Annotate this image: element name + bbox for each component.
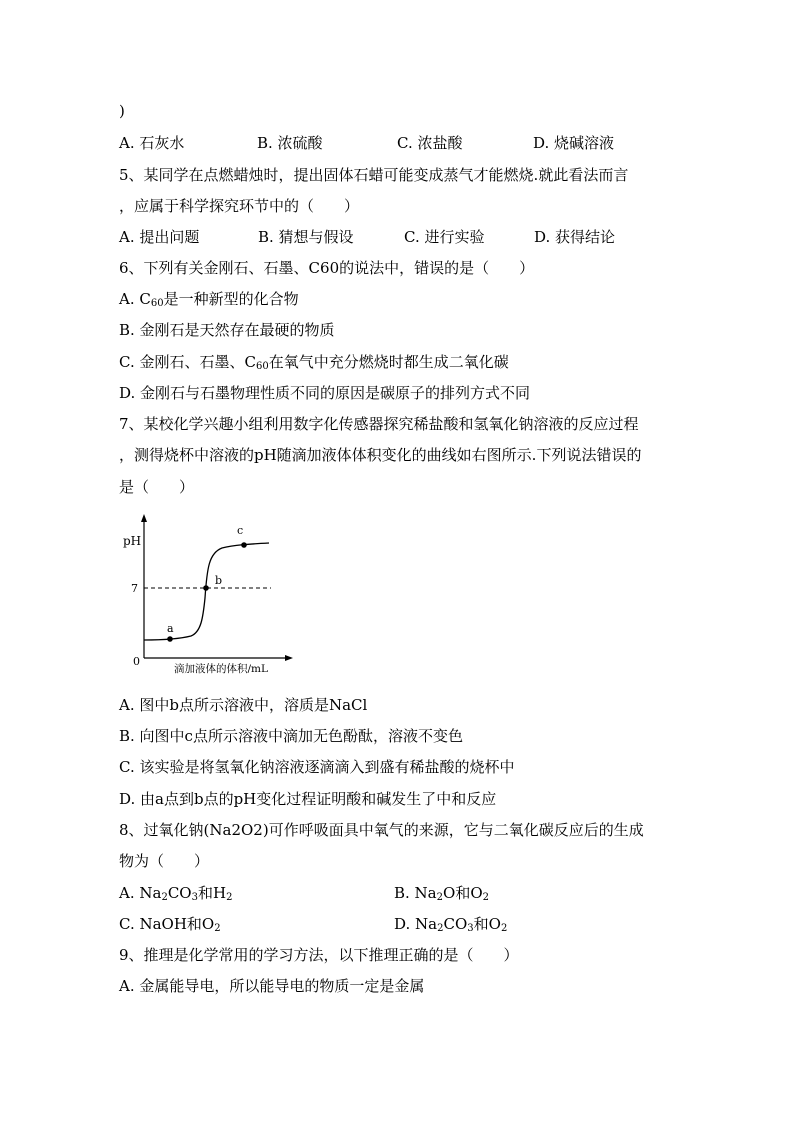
q9-stem: 9、推理是化学常用的学习方法，以下推理正确的是（ ）	[119, 946, 519, 964]
q8-option-d: D. $Na_2CO_3$和$O_2$	[394, 915, 508, 934]
q6-option-d: D. 金刚石与石墨物理性质不同的原因是碳原子的排列方式不同	[119, 384, 531, 402]
x-axis-arrow	[285, 655, 293, 661]
q7-stem-line3: 是（ ）	[119, 478, 195, 496]
y-axis-label: pH	[123, 534, 142, 548]
q7-option-a: A. 图中b点所示溶液中，溶质是NaCl	[119, 696, 368, 714]
y-tick-7-label: 7	[131, 582, 138, 595]
origin-label: 0	[133, 655, 140, 668]
q5-stem-line2: ，应属于科学探究环节中的（ ）	[119, 197, 360, 215]
point-a-marker	[167, 636, 173, 642]
q5-stem-line1: 5、某同学在点燃蜡烛时，提出固体石蜡可能变成蒸气才能燃烧.就此看法而言	[119, 166, 629, 184]
ph-titration-chart	[119, 508, 309, 678]
point-c-label: c	[237, 524, 244, 537]
q8-stem-line2: 物为（ ）	[119, 852, 210, 870]
point-b-marker	[203, 585, 209, 591]
q8-option-b: B. $Na_2O$和$O_2$	[394, 884, 489, 903]
point-b-label: b	[215, 574, 223, 587]
q6-option-c: C. 金刚石、石墨、$C_{60}$在氧气中充分燃烧时都生成二氧化碳	[119, 353, 509, 372]
q7-stem-line1: 7、某校化学兴趣小组利用数字化传感器探究稀盐酸和氢氧化钠溶液的反应过程	[119, 415, 639, 433]
ph-curve	[144, 543, 269, 640]
q4-option-b: B. 浓硫酸	[257, 134, 323, 152]
q6-option-a: A. $C_{60}$是一种新型的化合物	[119, 290, 299, 309]
q7-option-d: D. 由a点到b点的pH变化过程证明酸和碱发生了中和反应	[119, 790, 497, 808]
q4-option-d: D. 烧碱溶液	[533, 134, 615, 152]
q7-stem-line2: ，测得烧杯中溶液的pH随滴加液体体积变化的曲线如右图所示.下列说法错误的	[119, 446, 642, 464]
q4-tail: )	[119, 102, 125, 120]
q5-option-b: B. 猜想与假设	[258, 228, 354, 246]
q6-option-b: B. 金刚石是天然存在最硬的物质	[119, 321, 335, 339]
q7-option-b: B. 向图中c点所示溶液中滴加无色酚酞，溶液不变色	[119, 727, 463, 745]
q7-option-c: C. 该实验是将氢氧化钠溶液逐滴滴入到盛有稀盐酸的烧杯中	[119, 758, 515, 776]
q8-stem-line1: 8、过氧化钠(Na2O2)可作呼吸面具中氧气的来源，它与二氧化碳反应后的生成	[119, 821, 644, 839]
point-c-marker	[241, 542, 247, 548]
q9-option-a: A. 金属能导电，所以能导电的物质一定是金属	[119, 977, 425, 995]
q5-option-a: A. 提出问题	[119, 228, 200, 246]
q4-option-a: A. 石灰水	[119, 134, 185, 152]
q4-option-c: C. 浓盐酸	[397, 134, 463, 152]
y-axis-arrow	[141, 514, 147, 522]
x-axis-label: 滴加液体的体积/mL	[174, 663, 268, 675]
q5-option-c: C. 进行实验	[404, 228, 485, 246]
q6-stem: 6、下列有关金刚石、石墨、C60的说法中，错误的是（ ）	[119, 259, 535, 277]
q8-option-a: A. $Na_2CO_3$和$H_2$	[119, 884, 233, 903]
q8-option-c: C. NaOH和$O_2$	[119, 915, 221, 934]
point-a-label: a	[167, 622, 174, 635]
q5-option-d: D. 获得结论	[534, 228, 616, 246]
